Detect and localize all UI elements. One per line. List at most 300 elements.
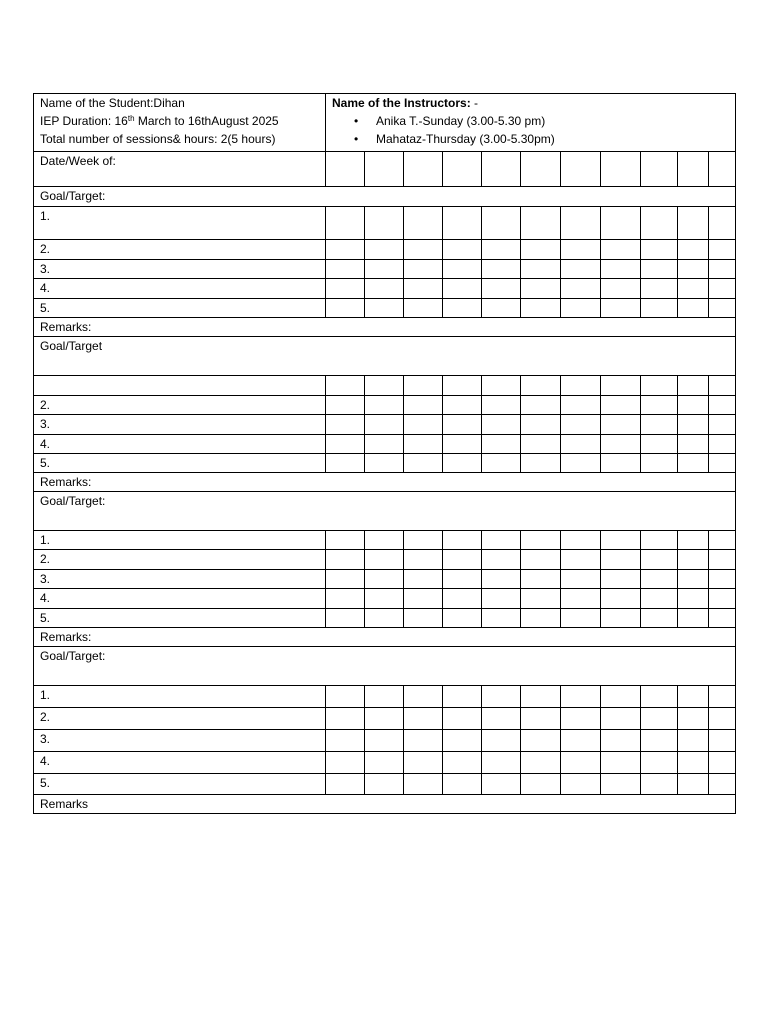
tracking-cell[interactable] (678, 207, 709, 240)
tracking-cell[interactable] (404, 730, 443, 752)
tracking-cell[interactable] (709, 686, 736, 708)
tracking-cell[interactable] (709, 774, 736, 795)
student-name-line (40, 94, 325, 112)
tracking-cell[interactable] (641, 279, 678, 299)
tracking-cell[interactable] (365, 774, 404, 795)
tracking-cell[interactable] (678, 609, 709, 628)
tracking-cell[interactable] (404, 435, 443, 454)
tracking-cell[interactable] (601, 609, 641, 628)
tracking-cell[interactable] (404, 686, 443, 708)
tracking-cell[interactable] (678, 279, 709, 299)
tracking-cell[interactable] (521, 774, 561, 795)
iep-duration-line (40, 112, 325, 130)
tracking-cell[interactable] (365, 152, 404, 187)
goal-item-label: 4. (34, 279, 326, 299)
tracking-cell[interactable] (709, 152, 736, 187)
tracking-cell[interactable] (561, 570, 601, 589)
tracking-cell[interactable] (601, 550, 641, 570)
tracking-cell[interactable] (404, 531, 443, 550)
tracking-cell[interactable] (678, 240, 709, 260)
goal-row (34, 337, 736, 376)
tracking-cell[interactable] (561, 454, 601, 473)
tracking-cell[interactable] (709, 435, 736, 454)
date-week-row (34, 152, 736, 187)
tracking-cell[interactable] (601, 152, 641, 187)
goal-item-label: 1. (34, 686, 326, 708)
tracking-cell[interactable] (365, 299, 404, 318)
tracking-cell[interactable] (404, 376, 443, 396)
tracking-cell[interactable] (443, 550, 482, 570)
iep-duration-label: IEP Duration: 16 (40, 114, 128, 128)
goal-item-row (34, 207, 736, 240)
tracking-cell[interactable] (482, 550, 521, 570)
tracking-cell[interactable] (678, 299, 709, 318)
tracking-cell[interactable] (641, 240, 678, 260)
goal-item-label: 3. (34, 730, 326, 752)
tracking-cell[interactable] (709, 609, 736, 628)
tracking-cell[interactable] (678, 396, 709, 415)
goal-item-row (34, 531, 736, 550)
tracking-cell[interactable] (641, 570, 678, 589)
tracking-cell[interactable] (521, 589, 561, 609)
tracking-cell[interactable] (443, 609, 482, 628)
remarks-label: Remarks: (34, 318, 736, 337)
tracking-cell[interactable] (601, 730, 641, 752)
tracking-cell[interactable] (641, 376, 678, 396)
tracking-cell[interactable] (601, 415, 641, 435)
tracking-cell[interactable] (404, 752, 443, 774)
tracking-cell[interactable] (443, 454, 482, 473)
tracking-cell[interactable] (404, 240, 443, 260)
tracking-cell[interactable] (709, 730, 736, 752)
tracking-cell[interactable] (678, 415, 709, 435)
tracking-cell[interactable] (443, 435, 482, 454)
tracking-cell[interactable] (482, 279, 521, 299)
tracking-cell[interactable] (709, 589, 736, 609)
student-info-cell (34, 94, 326, 152)
goal-item-label: 5. (34, 299, 326, 318)
tracking-cell[interactable] (326, 279, 365, 299)
tracking-cell[interactable] (404, 589, 443, 609)
tracking-cell[interactable] (326, 152, 365, 187)
instructors-cell (326, 94, 736, 152)
tracking-cell[interactable] (709, 299, 736, 318)
tracking-cell[interactable] (601, 376, 641, 396)
tracking-cell[interactable] (404, 299, 443, 318)
tracking-cell[interactable] (326, 730, 365, 752)
tracking-cell[interactable] (521, 299, 561, 318)
tracking-cell[interactable] (482, 609, 521, 628)
goal-item-label: 5. (34, 609, 326, 628)
tracking-cell[interactable] (404, 774, 443, 795)
goal-item-row (34, 279, 736, 299)
tracking-cell[interactable] (601, 531, 641, 550)
tracking-cell[interactable] (482, 454, 521, 473)
student-name-value: Dihan (153, 96, 185, 110)
tracking-cell[interactable] (709, 570, 736, 589)
tracking-cell[interactable] (443, 376, 482, 396)
tracking-cell[interactable] (601, 396, 641, 415)
tracking-cell[interactable] (404, 415, 443, 435)
tracking-cell[interactable] (641, 435, 678, 454)
tracking-cell[interactable] (521, 376, 561, 396)
tracking-cell[interactable] (521, 730, 561, 752)
tracking-cell[interactable] (365, 609, 404, 628)
tracking-cell[interactable] (404, 396, 443, 415)
tracking-cell[interactable] (521, 260, 561, 279)
tracking-cell[interactable] (443, 260, 482, 279)
tracking-cell[interactable] (641, 752, 678, 774)
goal-item-row (34, 609, 736, 628)
tracking-cell[interactable] (482, 240, 521, 260)
goal-item-row (34, 589, 736, 609)
goal-item-label: 1. (34, 207, 326, 240)
tracking-cell[interactable] (561, 774, 601, 795)
tracking-cell[interactable] (365, 454, 404, 473)
tracking-cell[interactable] (561, 589, 601, 609)
tracking-cell[interactable] (443, 240, 482, 260)
tracking-cell[interactable] (601, 207, 641, 240)
tracking-cell[interactable] (482, 260, 521, 279)
instructors-list (332, 112, 735, 148)
goal-target-label: Goal/Target: (34, 647, 736, 686)
tracking-cell[interactable] (641, 609, 678, 628)
tracking-cell[interactable] (326, 570, 365, 589)
goal-row (34, 187, 736, 207)
tracking-cell[interactable] (561, 396, 601, 415)
tracking-cell[interactable] (404, 708, 443, 730)
tracking-cell[interactable] (326, 260, 365, 279)
tracking-cell[interactable] (709, 207, 736, 240)
tracking-cell[interactable] (443, 589, 482, 609)
tracking-cell[interactable] (678, 570, 709, 589)
tracking-cell[interactable] (326, 299, 365, 318)
iep-duration-value: March to 16thAugust 2025 (134, 114, 279, 128)
tracking-cell[interactable] (326, 240, 365, 260)
tracking-cell[interactable] (404, 279, 443, 299)
tracking-cell[interactable] (561, 240, 601, 260)
tracking-cell[interactable] (601, 435, 641, 454)
tracking-cell[interactable] (561, 708, 601, 730)
tracking-cell[interactable] (601, 589, 641, 609)
tracking-cell[interactable] (561, 299, 601, 318)
goal-item-label: 4. (34, 752, 326, 774)
tracking-cell[interactable] (601, 752, 641, 774)
goal-item-row (34, 730, 736, 752)
tracking-cell[interactable] (601, 774, 641, 795)
tracking-cell[interactable] (641, 550, 678, 570)
tracking-cell[interactable] (521, 752, 561, 774)
goal-item-row (34, 299, 736, 318)
tracking-cell[interactable] (709, 550, 736, 570)
tracking-cell[interactable] (521, 240, 561, 260)
tracking-cell[interactable] (482, 299, 521, 318)
remarks-row (34, 628, 736, 647)
tracking-cell[interactable] (561, 260, 601, 279)
goal-item-row (34, 260, 736, 279)
tracking-cell[interactable] (641, 396, 678, 415)
tracking-cell[interactable] (678, 730, 709, 752)
instructors-label: Name of the Instructors: (332, 96, 475, 110)
tracking-cell[interactable] (678, 152, 709, 187)
goal-item-label: 2. (34, 708, 326, 730)
tracking-cell[interactable] (561, 752, 601, 774)
tracking-cell[interactable] (443, 415, 482, 435)
tracking-cell[interactable] (365, 730, 404, 752)
tracking-cell[interactable] (443, 531, 482, 550)
tracking-cell[interactable] (709, 531, 736, 550)
tracking-cell[interactable] (443, 774, 482, 795)
sessions-line: Total number of sessions& hours: 2(5 hours) (40, 132, 276, 146)
tracking-cell[interactable] (482, 708, 521, 730)
tracking-cell[interactable] (482, 752, 521, 774)
goal-item-label: 2. (34, 550, 326, 570)
goal-item-row (34, 415, 736, 435)
tracking-cell[interactable] (641, 730, 678, 752)
tracking-cell[interactable] (443, 152, 482, 187)
tracking-cell[interactable] (561, 207, 601, 240)
goal-row (34, 492, 736, 531)
tracking-cell[interactable] (601, 686, 641, 708)
goal-item-label: 5. (34, 454, 326, 473)
tracking-cell[interactable] (482, 376, 521, 396)
tracking-cell[interactable] (678, 589, 709, 609)
tracking-cell[interactable] (709, 415, 736, 435)
goal-item-row (34, 240, 736, 260)
tracking-cell[interactable] (365, 752, 404, 774)
tracking-cell[interactable] (561, 435, 601, 454)
tracking-cell[interactable] (561, 730, 601, 752)
goal-item-label: 2. (34, 240, 326, 260)
tracking-cell[interactable] (326, 396, 365, 415)
tracking-cell[interactable] (561, 279, 601, 299)
tracking-cell[interactable] (482, 415, 521, 435)
tracking-cell[interactable] (404, 550, 443, 570)
goal-item-label: 5. (34, 774, 326, 795)
tracking-cell[interactable] (641, 589, 678, 609)
tracking-cell[interactable] (443, 570, 482, 589)
goal-item-row (34, 550, 736, 570)
tracking-cell[interactable] (641, 686, 678, 708)
tracking-cell[interactable] (521, 435, 561, 454)
tracking-cell[interactable] (678, 376, 709, 396)
remarks-row (34, 795, 736, 814)
tracking-cell[interactable] (521, 207, 561, 240)
tracking-cell[interactable] (521, 531, 561, 550)
tracking-cell[interactable] (443, 708, 482, 730)
goal-item-row (34, 396, 736, 415)
tracking-cell[interactable] (365, 376, 404, 396)
tracking-cell[interactable] (709, 376, 736, 396)
instructors-heading (332, 94, 735, 112)
iep-table (33, 93, 736, 814)
tracking-cell[interactable] (641, 531, 678, 550)
tracking-cell[interactable] (641, 299, 678, 318)
remarks-label: Remarks: (34, 628, 736, 647)
tracking-cell[interactable] (326, 774, 365, 795)
tracking-cell[interactable] (641, 207, 678, 240)
tracking-cell[interactable] (561, 376, 601, 396)
tracking-cell[interactable] (365, 550, 404, 570)
tracking-cell[interactable] (443, 279, 482, 299)
tracking-cell[interactable] (678, 454, 709, 473)
tracking-cell[interactable] (326, 550, 365, 570)
iep-duration-superscript: th (127, 114, 135, 123)
tracking-cell[interactable] (365, 396, 404, 415)
tracking-cell[interactable] (326, 435, 365, 454)
tracking-cell[interactable] (482, 570, 521, 589)
tracking-cell[interactable] (326, 531, 365, 550)
tracking-cell[interactable] (601, 708, 641, 730)
goal-item-label: 2. (34, 396, 326, 415)
tracking-cell[interactable] (641, 260, 678, 279)
tracking-cell[interactable] (404, 609, 443, 628)
tracking-cell[interactable] (709, 260, 736, 279)
tracking-cell[interactable] (443, 686, 482, 708)
tracking-cell[interactable] (365, 589, 404, 609)
tracking-cell[interactable] (678, 531, 709, 550)
tracking-cell[interactable] (482, 774, 521, 795)
tracking-cell[interactable] (326, 589, 365, 609)
tracking-cell[interactable] (404, 454, 443, 473)
tracking-cell[interactable] (561, 609, 601, 628)
tracking-cell[interactable] (443, 207, 482, 240)
goal-item-row (34, 752, 736, 774)
tracking-cell[interactable] (521, 550, 561, 570)
tracking-cell[interactable] (326, 708, 365, 730)
tracking-cell[interactable] (326, 686, 365, 708)
tracking-cell[interactable] (482, 686, 521, 708)
tracking-cell[interactable] (561, 152, 601, 187)
tracking-cell[interactable] (709, 454, 736, 473)
tracking-cell[interactable] (365, 708, 404, 730)
tracking-cell[interactable] (678, 550, 709, 570)
instructors-dash: - (474, 96, 479, 110)
goal-item-row (34, 570, 736, 589)
tracking-cell[interactable] (365, 686, 404, 708)
tracking-cell[interactable] (404, 207, 443, 240)
tracking-cell[interactable] (709, 752, 736, 774)
tracking-cell[interactable] (641, 415, 678, 435)
header-row (34, 94, 736, 152)
tracking-cell[interactable] (443, 396, 482, 415)
tracking-cell[interactable] (482, 531, 521, 550)
tracking-cell[interactable] (709, 279, 736, 299)
tracking-cell[interactable] (521, 570, 561, 589)
tracking-cell[interactable] (561, 415, 601, 435)
tracking-cell[interactable] (521, 415, 561, 435)
tracking-cell[interactable] (678, 260, 709, 279)
tracking-cell[interactable] (641, 454, 678, 473)
goal-item-row (34, 774, 736, 795)
tracking-cell[interactable] (601, 299, 641, 318)
tracking-cell[interactable] (601, 454, 641, 473)
tracking-cell[interactable] (561, 531, 601, 550)
goal-item-label (34, 376, 326, 396)
instructor-item: • Anika T.-Sunday (3.00-5.30 pm) (376, 112, 735, 130)
tracking-cell[interactable] (443, 752, 482, 774)
tracking-cell[interactable] (601, 260, 641, 279)
tracking-cell[interactable] (365, 415, 404, 435)
goal-item-row (34, 686, 736, 708)
tracking-cell[interactable] (641, 152, 678, 187)
tracking-cell[interactable] (482, 396, 521, 415)
tracking-cell[interactable] (365, 435, 404, 454)
tracking-cell[interactable] (443, 730, 482, 752)
tracking-cell[interactable] (521, 686, 561, 708)
tracking-cell[interactable] (521, 152, 561, 187)
remarks-row (34, 318, 736, 337)
tracking-cell[interactable] (561, 550, 601, 570)
tracking-cell[interactable] (678, 686, 709, 708)
tracking-cell[interactable] (482, 589, 521, 609)
tracking-cell[interactable] (601, 240, 641, 260)
tracking-cell[interactable] (641, 774, 678, 795)
tracking-cell[interactable] (404, 570, 443, 589)
tracking-cell[interactable] (326, 609, 365, 628)
goal-item-label: 3. (34, 260, 326, 279)
tracking-cell[interactable] (365, 207, 404, 240)
goal-item-row (34, 435, 736, 454)
tracking-cell[interactable] (678, 774, 709, 795)
tracking-cell[interactable] (326, 752, 365, 774)
tracking-cell[interactable] (443, 299, 482, 318)
tracking-cell[interactable] (709, 396, 736, 415)
remarks-label: Remarks: (34, 473, 736, 492)
tracking-cell[interactable] (678, 435, 709, 454)
tracking-cell[interactable] (482, 730, 521, 752)
tracking-cell[interactable] (365, 570, 404, 589)
goal-item-label: 3. (34, 570, 326, 589)
tracking-cell[interactable] (404, 152, 443, 187)
tracking-cell[interactable] (404, 260, 443, 279)
tracking-cell[interactable] (326, 207, 365, 240)
tracking-cell[interactable] (482, 435, 521, 454)
tracking-cell[interactable] (521, 708, 561, 730)
tracking-cell[interactable] (326, 376, 365, 396)
tracking-cell[interactable] (561, 686, 601, 708)
tracking-cell[interactable] (601, 279, 641, 299)
tracking-cell[interactable] (365, 531, 404, 550)
goal-item-label: 1. (34, 531, 326, 550)
goal-item-label: 4. (34, 589, 326, 609)
tracking-cell[interactable] (521, 396, 561, 415)
goal-target-label: Goal/Target: (34, 187, 736, 207)
tracking-cell[interactable] (601, 570, 641, 589)
tracking-cell[interactable] (678, 752, 709, 774)
goal-target-label: Goal/Target: (34, 492, 736, 531)
date-week-label: Date/Week of: (34, 152, 326, 187)
tracking-cell[interactable] (482, 152, 521, 187)
tracking-cell[interactable] (326, 454, 365, 473)
tracking-cell[interactable] (678, 708, 709, 730)
tracking-cell[interactable] (482, 207, 521, 240)
tracking-cell[interactable] (521, 609, 561, 628)
tracking-cell[interactable] (365, 260, 404, 279)
student-name-label: Name of the Student: (40, 96, 154, 110)
tracking-cell[interactable] (641, 708, 678, 730)
tracking-cell[interactable] (365, 240, 404, 260)
tracking-cell[interactable] (365, 279, 404, 299)
goal-row (34, 647, 736, 686)
instructor-item: • Mahataz-Thursday (3.00-5.30pm) (376, 130, 735, 148)
tracking-cell[interactable] (521, 279, 561, 299)
tracking-cell[interactable] (521, 454, 561, 473)
tracking-cell[interactable] (709, 708, 736, 730)
tracking-cell[interactable] (709, 240, 736, 260)
goal-item-label: 3. (34, 415, 326, 435)
tracking-cell[interactable] (326, 415, 365, 435)
